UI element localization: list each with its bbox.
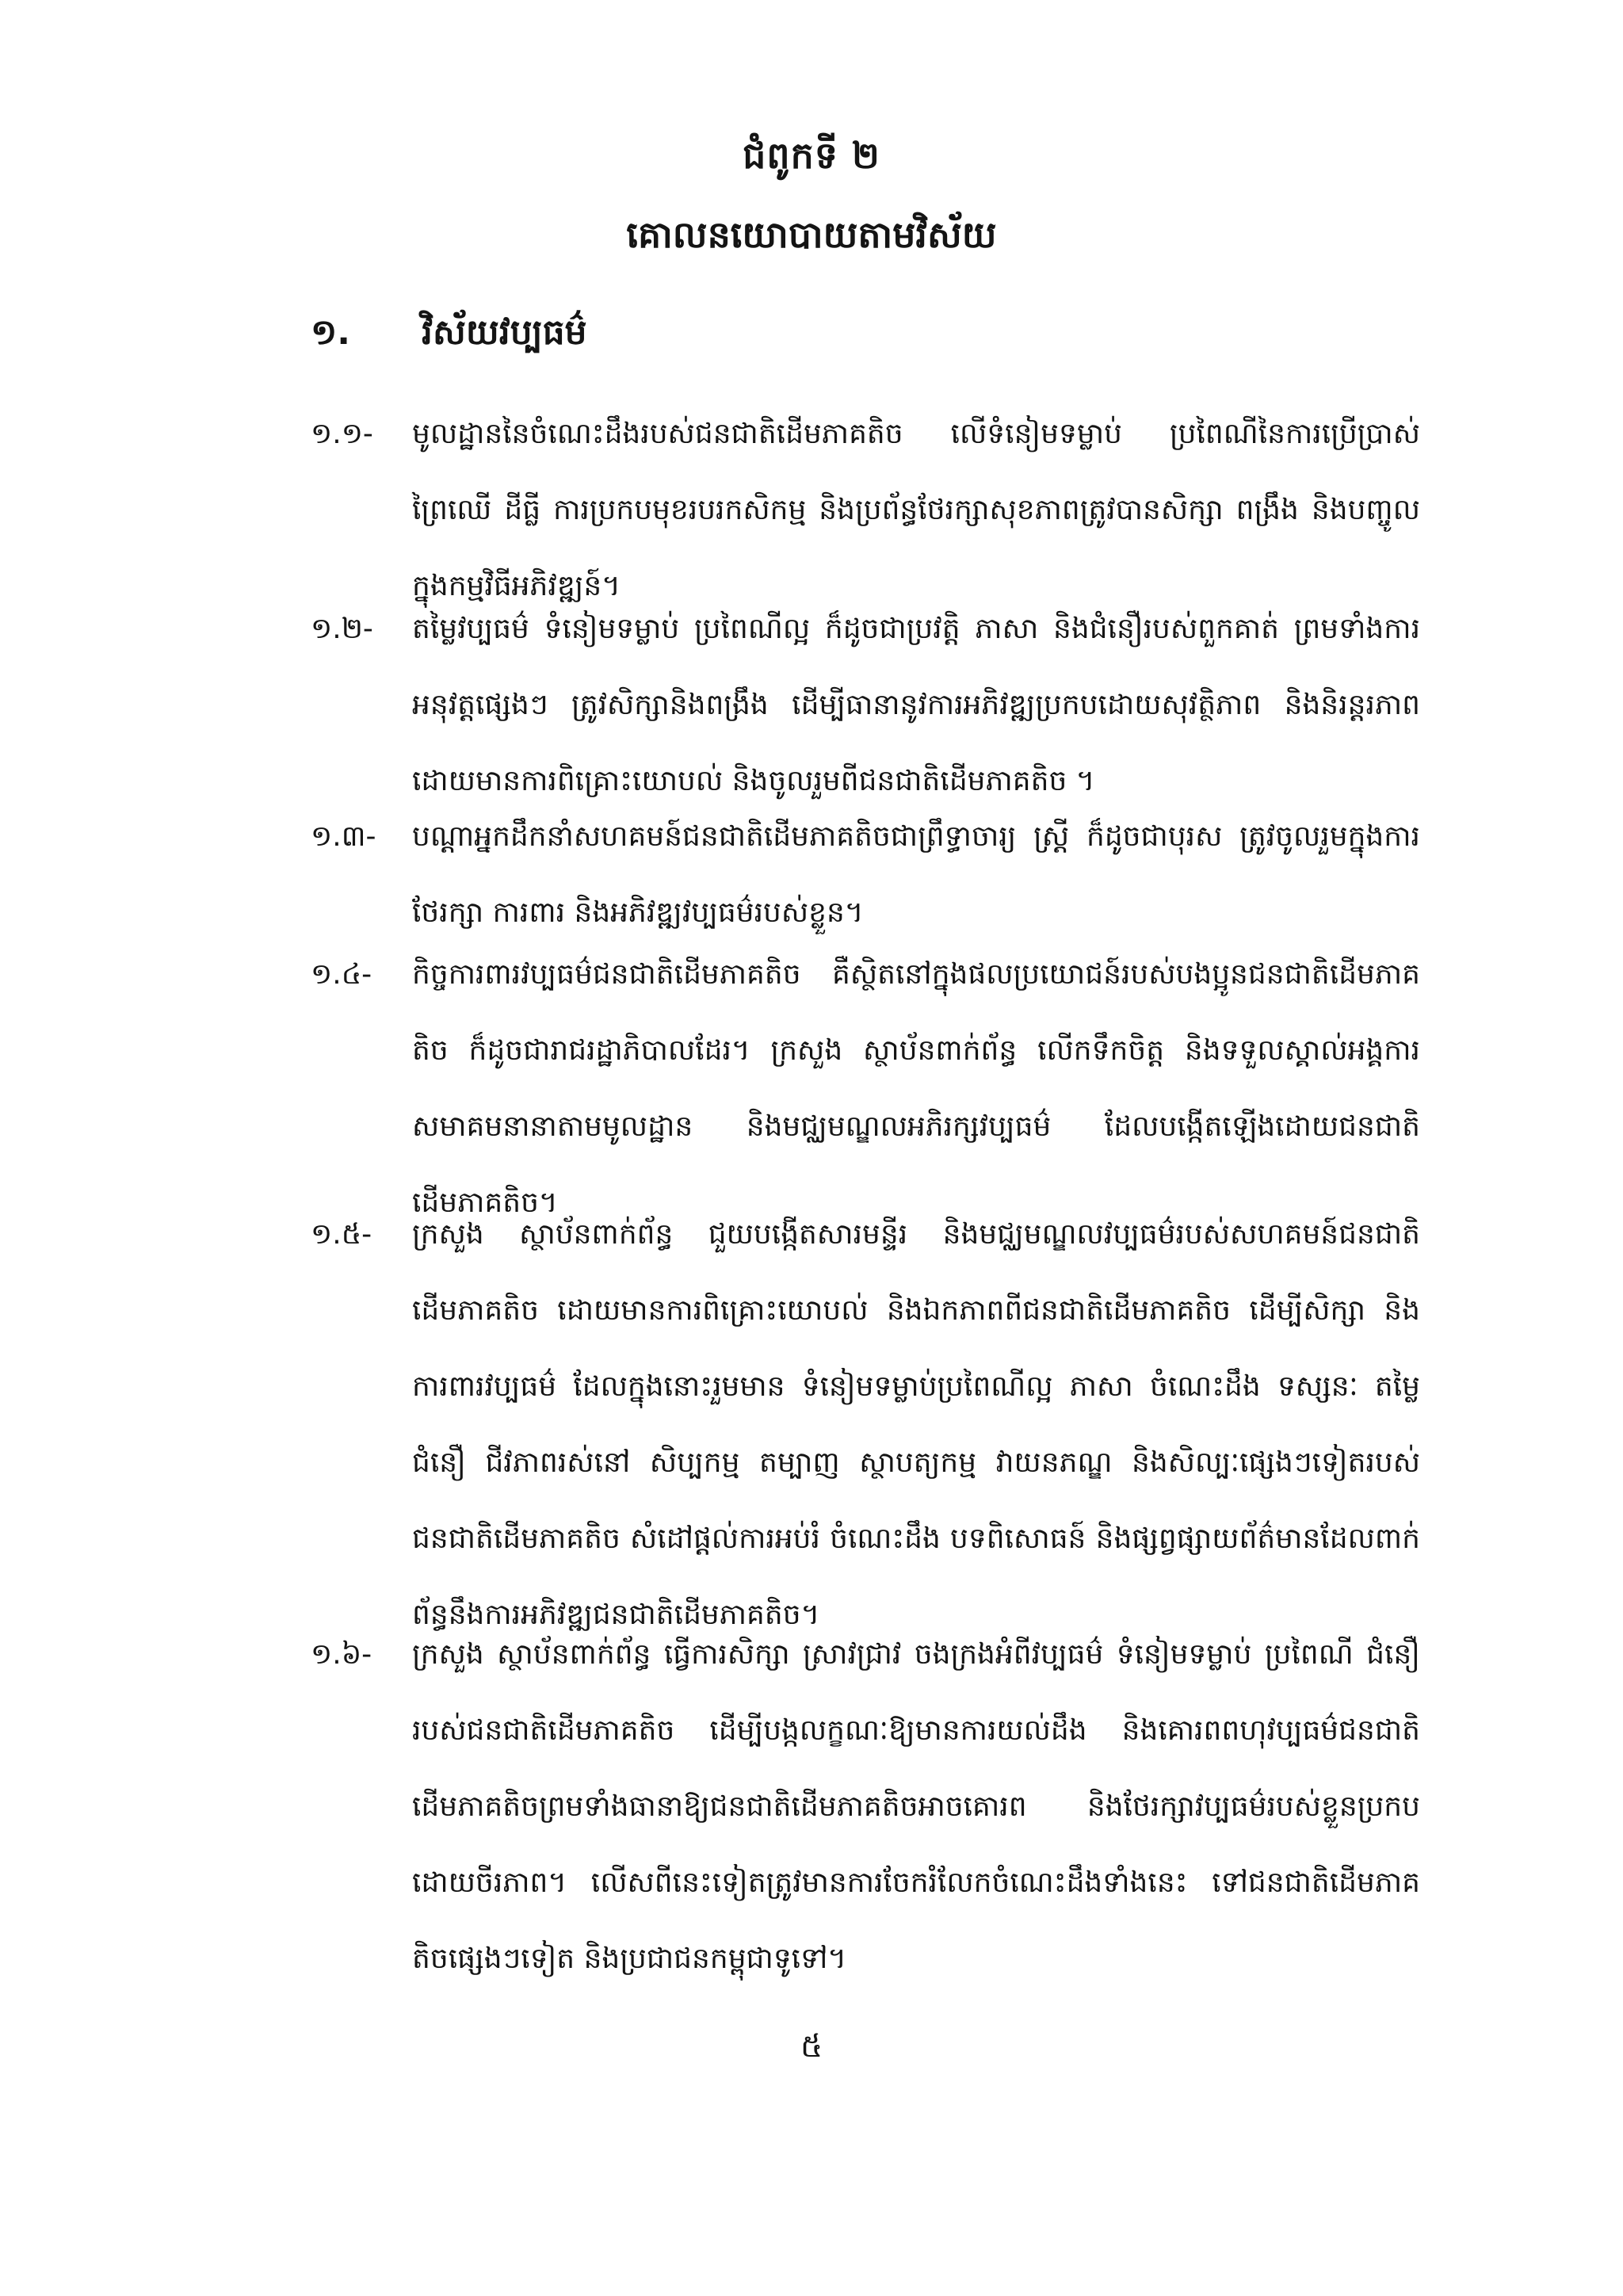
section-heading <box>311 311 587 361</box>
item-number: ១.៦- <box>311 1638 372 1671</box>
item-number: ១.៥- <box>311 1218 372 1251</box>
item-text: បណ្តាអ្នកដឹកនាំសហគមន៍ជនជាតិដើមភាគតិចជាព្រឹទ្ធាចារ្យ ស្ត្រី ក៏ដូចជាបុរស ត្រូវចូលរួមក្នុងការថែរក្សា ការពារ និងអភិវឌ្ឍវប្បធម៌របស់ខ្លួន។ <box>412 820 1420 929</box>
item-number: ១.៤- <box>311 958 372 991</box>
policy-item-1-4 <box>311 937 1420 1241</box>
item-number: ១.១- <box>311 418 373 450</box>
policy-item-1-5 <box>311 1197 1420 1653</box>
chapter-subtitle: គោលនយោបាយតាមវិស័យ <box>626 213 997 256</box>
section-title: វិស័យវប្បធម៌ <box>422 312 587 353</box>
item-text: តម្លៃវប្បធម៌ ទំនៀមទម្លាប់ ប្រពៃណីល្អ ក៏ដូចជាប្រវត្តិ ភាសា និងជំនឿរបស់ពួកគាត់ ព្រមទាំងការអនុវត្តផ្សេងៗ ត្រូវសិក្សានិងពង្រឹង ដើម្បីធានានូវការអភិវឌ្ឍប្រកបដោយសុវត្ថិភាព និងនិរន្តរភាព ដោយមានការពិគ្រោះយោបល់ និងចូលរួមពីជនជាតិដើមភាគតិច ។ <box>412 613 1420 797</box>
policy-item-1-2 <box>311 591 1420 819</box>
policy-item-1-1 <box>311 396 1420 625</box>
section-number: ១. <box>311 312 351 353</box>
item-text: មូលដ្ឋាននៃចំណេះដឹងរបស់ជនជាតិដើមភាគតិច លើទំនៀមទម្លាប់ ប្រពៃណីនៃការប្រើប្រាស់ព្រៃឈើ ដីធ្លី ការប្រកបមុខរបរកសិកម្ម និងប្រព័ន្ធថែរក្សាសុខភាពត្រូវបានសិក្សា ពង្រឹង និងបញ្ចូលក្នុងកម្មវិធីអភិវឌ្ឍន៍។ <box>412 418 1420 602</box>
item-number: ១.២- <box>311 613 373 645</box>
policy-item-1-6 <box>311 1617 1420 1997</box>
page-number: ៥ <box>800 2028 823 2065</box>
chapter-title: ជំពូកទី ២ <box>743 134 880 177</box>
item-text: ក្រសួង ស្ថាប័នពាក់ព័ន្ធ ធ្វើការសិក្សា ស្រាវជ្រាវ ចងក្រងអំពីវប្បធម៌ ទំនៀមទម្លាប់ ប្រពៃណី ជំនឿរបស់ជនជាតិដើមភាគតិច ដើម្បីបង្កលក្ខណៈឱ្យមានការយល់ដឹង និងគោរពពហុវប្បធម៌ជនជាតិដើមភាគតិចព្រមទាំងធានាឱ្យជនជាតិដើមភាគតិចអាចគោរព និងថែរក្សាវប្បធម៌របស់ខ្លួនប្រកបដោយចីរភាព។ លើសពីនេះទៀតត្រូវមានការចែករំលែកចំណេះដឹងទាំងនេះ ទៅជនជាតិដើមភាគតិចផ្សេងៗទៀត និងប្រជាជនកម្ពុជាទូទៅ។ <box>412 1638 1420 1975</box>
item-number: ១.៣- <box>311 820 376 853</box>
item-text: កិច្ចការពារវប្បធម៌ជនជាតិដើមភាគតិច គឺស្ថិតនៅក្នុងផលប្រយោជន៍របស់បងប្អូនជនជាតិដើមភាគតិច ក៏ដូចជារាជរដ្ឋាភិបាលដែរ។ ក្រសួង ស្ថាប័នពាក់ព័ន្ធ លើកទឹកចិត្ត និងទទួលស្គាល់អង្គការសមាគមនានាតាមមូលដ្ឋាន និងមជ្ឈមណ្ឌលអភិរក្សវប្បធម៌ ដែលបង្កើតឡើងដោយជនជាតិដើមភាគតិច។ <box>412 958 1420 1219</box>
policy-item-1-3 <box>311 799 1420 951</box>
item-text: ក្រសួង ស្ថាប័នពាក់ព័ន្ធ ជួយបង្កើតសារមន្ទីរ និងមជ្ឈមណ្ឌលវប្បធម៌របស់សហគមន៍ជនជាតិដើមភាគតិច ដោយមានការពិគ្រោះយោបល់ និងឯកភាពពីជនជាតិដើមភាគតិច ដើម្បីសិក្សា និងការពារវប្បធម៌ ដែលក្នុងនោះរួមមាន ទំនៀមទម្លាប់ប្រពៃណីល្អ ភាសា ចំណេះដឹង ទស្សនៈ តម្លៃ ជំនឿ ជីវភាពរស់នៅ សិប្បកម្ម តម្បាញ ស្ថាបត្យកម្ម វាយនភណ្ឌ និងសិល្បៈផ្សេងៗទៀតរបស់ជនជាតិដើមភាគតិច សំដៅផ្តល់ការអប់រំ ចំណេះដឹង បទពិសោធន៍ និងផ្សព្វផ្សាយព័ត៌មានដែលពាក់ព័ន្ធនឹងការអភិវឌ្ឍជនជាតិដើមភាគតិច។ <box>412 1218 1420 1631</box>
